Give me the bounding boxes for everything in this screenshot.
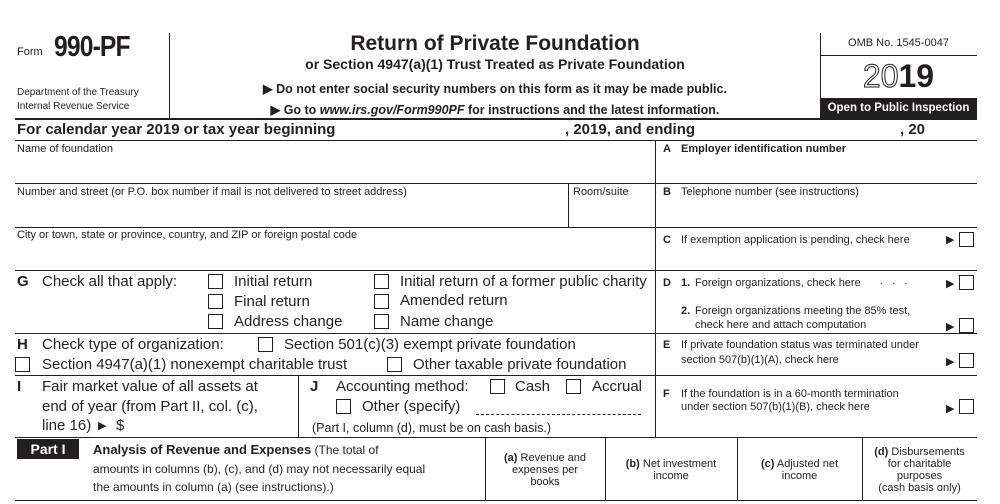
form-text: Section 501(c)(3) exempt private foundation [284,336,576,353]
form-text: Employer identification number [681,143,847,155]
arrow-icon: ▶ [263,82,277,96]
horizontal-rule [15,140,977,141]
ssn-notice [170,81,820,96]
form-text: line 16) [42,417,92,434]
form-text: E [663,339,671,351]
arrow-icon: ▶ [946,234,955,246]
exemption-pending-checkbox[interactable] [959,232,974,247]
arrow-icon: ▶ [270,103,284,117]
status-terminated-checkbox[interactable] [959,353,974,368]
form-text: 2. [681,305,691,317]
arrow-icon: ▶ [946,321,955,333]
form-text: Do not enter social security numbers on this form as it may be made public. [276,82,727,96]
other-method-input[interactable] [476,414,641,415]
fmv-input[interactable]: $ [116,417,125,434]
form-text: Disbursements [888,446,965,458]
form-text: Fair market value of all assets at [42,378,258,395]
address-change-checkbox[interactable] [208,314,223,329]
form-text: Number and street (or P.O. box number if mail is not delivered to street address) [17,186,407,198]
column-d-header [862,446,977,494]
department: Department of the Treasury [17,87,139,98]
exemption-pending-label: If exemption application is pending, check here [681,234,910,246]
form-text: Other taxable private foundation [413,356,627,373]
arrow-icon: ▶ [946,278,955,290]
form-text [93,442,379,457]
form-text: purposes [896,470,943,482]
other-method-checkbox[interactable] [336,399,351,414]
form-text: Name change [400,313,494,330]
open-public-badge: Open to Public Inspection [820,98,977,118]
h-label: Check type of organization: [42,336,224,353]
form-text: under section 507(b)(1)(B), check here [681,401,870,413]
60-month-checkbox[interactable] [959,399,974,414]
vertical-rule [298,375,299,437]
initial-return-checkbox[interactable] [208,274,223,289]
form-text: books [530,476,560,488]
horizontal-rule [15,375,655,376]
form-text: income [653,470,689,482]
form-text: B [663,186,671,198]
form-text: If private foundation status was terminated under [681,339,919,351]
column-b-header [605,458,737,482]
horizontal-rule [15,333,655,334]
form-text: G [17,273,29,290]
other-taxable-checkbox[interactable] [387,357,402,372]
form-text: Other (specify) [362,398,461,415]
form-text: Address change [234,313,343,330]
form-text: section 507(b)(1)(A), check here [681,354,839,366]
501c3-checkbox[interactable] [258,337,273,352]
form-text: Accrual [592,378,643,395]
form-text: (Part I, column (d), must be on cash basis.) [312,421,551,435]
name-change-checkbox[interactable] [374,314,389,329]
horizontal-rule [15,270,977,271]
instructions-link-line [170,102,820,117]
vertical-rule [655,140,656,437]
form-text: I [17,378,22,395]
form-text: Final return [234,293,310,310]
horizontal-rule [15,437,977,438]
form-text: the amounts in column (a) (see instructions).) [93,480,334,494]
service: Internal Revenue Service [17,101,130,112]
arrow-icon: ▶ [946,356,955,368]
form-text: H [17,336,28,353]
form-text: 1. [681,277,691,289]
form-text: City or town, state or province, country, and ZIP or foreign postal code [17,229,358,241]
g-label: Check all that apply: [42,273,178,290]
form-text: expenses per [511,464,579,476]
form-text: Accounting method: [336,378,469,395]
form-text: check here and attach computation [695,319,867,331]
form-text: Telephone number (see instructions) [681,186,859,198]
foreign-85-checkbox[interactable] [959,318,974,333]
form-text: Revenue and [517,452,586,464]
form-text: 20 [862,58,899,94]
tax-year-mid: , 2019, and ending [565,121,696,138]
form-text: Foreign organizations meeting the 85% test, [695,305,911,317]
form-text: (a) [504,452,518,464]
arrow-icon: ▶ [98,420,107,432]
form-text: Initial return of a former public charity [400,273,647,290]
form-text: Net investment [639,458,717,470]
foreign-org-checkbox[interactable] [959,275,974,290]
column-c-header [737,458,862,482]
form-title: Return of Private Foundation [350,32,640,55]
former-public-charity-checkbox[interactable] [374,274,389,289]
part-1-title: Analysis of Revenue and Expenses [93,442,312,457]
form-text: Go to [283,103,320,117]
tax-year-end: , 20 [900,121,926,138]
form-text: Initial return [234,273,313,290]
horizontal-rule [820,55,977,56]
form-text: Room/suite [573,186,629,198]
form-text: (The total of [311,443,379,457]
form-text: Foreign organizations, check here [695,277,861,289]
omb-number: OMB No. 1545-0047 [848,37,949,49]
horizontal-rule [15,227,977,228]
form-text: F [663,388,670,400]
form-prefix: Form [17,46,43,58]
tax-year-begin: For calendar year 2019 or tax year beginning [17,121,336,138]
form-text: for charitable [887,458,952,470]
form-text: end of year (from Part II, col. (c), [42,398,258,415]
form-text: (cash basis only) [878,482,961,494]
horizontal-rule [15,118,977,120]
form-text: Cash [515,378,551,395]
arrow-icon: ▶ [946,403,955,415]
form-text: If the foundation is in a 60-month termination [681,388,899,400]
form-subtitle: or Section 4947(a)(1) Trust Treated as Private Foundation [305,56,685,72]
4947-trust-checkbox[interactable] [15,357,30,372]
horizontal-rule [655,333,977,334]
irs-link[interactable]: www.irs.gov/Form990PF [319,103,465,117]
form-text: C [663,234,671,246]
form-text: A [663,143,671,155]
final-return-checkbox[interactable] [208,294,223,309]
horizontal-rule [15,183,977,184]
amended-return-checkbox[interactable] [374,294,389,309]
form-text: Adjusted net [774,458,839,470]
horizontal-rule [655,375,977,376]
column-a-header [485,452,605,488]
form-text: for instructions and the latest information. [464,103,720,117]
form-text: J [310,378,319,395]
accrual-checkbox[interactable] [566,379,581,394]
horizontal-rule [15,500,977,501]
form-number: 990-PF [54,31,130,63]
form-text: (b) [625,458,640,470]
form-text: D [663,277,671,289]
cash-checkbox[interactable] [490,379,505,394]
form-text: (d) [874,446,889,458]
tax-year [820,58,977,95]
vertical-rule [568,183,569,227]
form-text: 19 [898,58,935,94]
form-text: income [781,470,818,482]
form-text: (c) [760,458,775,470]
form-text: Amended return [400,292,508,309]
part-1-tag: Part I [17,439,79,459]
form-text: amounts in columns (b), (c), and (d) may not necessarily equal [93,462,426,476]
form-text: Section 4947(a)(1) nonexempt charitable trust [42,356,348,373]
form-text: Name of foundation [17,143,114,155]
form-text: . . . [880,275,908,287]
